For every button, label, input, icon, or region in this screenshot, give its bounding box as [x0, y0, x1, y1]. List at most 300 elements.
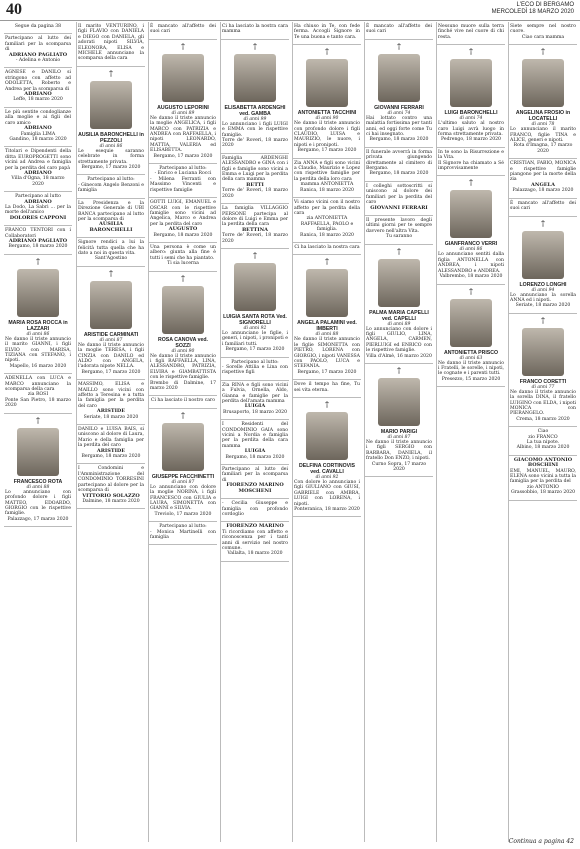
obituary-notice — [221, 465, 289, 499]
notice-text: Signore rendici a lui la felicità tutta quella che ha dato a noi in questa vita. — [78, 240, 144, 256]
notice-text: La famiglia VILLAGGIO PERSONE partecipa al dolore di Luigi e Emma per la perdita della cara — [222, 206, 288, 228]
notice-text: DANILO e LUISA BAIS, si uniscono al dolore di Laura, Mario e della famiglia per la perdita del caro — [78, 427, 144, 449]
notice-text: Leffe, 18 marzo 2020 — [13, 97, 63, 103]
obituary-notice — [4, 34, 72, 68]
obituary-notice — [221, 522, 289, 561]
cross-icon: † — [469, 47, 473, 57]
notice-text: Ti sia lucerna — [167, 261, 199, 267]
deceased-name: ELISABETTA ARDENGHI ved. GAMBA — [224, 104, 286, 117]
portrait-photo — [378, 54, 420, 102]
notice-text: Partecipano al lutto: — [87, 177, 135, 183]
obituary-notice — [293, 22, 361, 45]
notice-text: I Residenti del CONDOMINIO GAIA sono vicini a Nordia e famiglia per la perdita della cara mamma — [222, 422, 288, 449]
deceased-name: DELFINA CORTINOVIS ved. CAVALLI — [298, 463, 355, 475]
portrait-photo — [90, 81, 132, 129]
column-4 — [220, 22, 289, 842]
notice-text: - Enrico e Luciana Rocci — [154, 171, 212, 177]
notice-text: Nessuno muore sulla terra finché vive nel cuore di chi resta. — [438, 24, 504, 40]
deceased-name: GIANFRANCO VERRI — [444, 241, 498, 248]
notice-text: Dove il tempo ha fine, Tu sei vita eterna. — [294, 382, 360, 393]
notice-text: - Milena Ferranti con Massimo Vincenti e rispettive famiglie — [150, 176, 216, 193]
notice-text: Brembo di Dalmine, 17 marzo 2020 — [150, 380, 216, 391]
notice-text: Palazzago, 18 marzo 2020 — [512, 188, 574, 194]
obituary-notice — [509, 199, 577, 217]
cross-icon: † — [469, 178, 473, 188]
notice-text: Palazzago, 17 marzo 2020 — [7, 516, 69, 522]
notice-text: Il funerale avverrà in forma privata giungendo direttamente al cimitero di Bergamo. — [366, 149, 432, 172]
notice-text: Ciao — [537, 429, 549, 435]
deceased-name: FRANCESCO ROTA — [13, 478, 63, 485]
deceased-age: di anni 92 — [315, 475, 339, 480]
obituary-notice — [293, 243, 361, 255]
notice-text: Brusaporto, 18 marzo 2020 — [223, 409, 287, 415]
notice-text: zia ANTONIETTA — [306, 216, 348, 222]
notice-text: - Cecilia Giuseppe e famiglia con profondo cordoglio — [222, 501, 288, 517]
notice-text: Bergamo, 17 marzo 2020 — [81, 369, 141, 375]
notice-text: Bergamo, 17 marzo 2020 — [297, 148, 357, 154]
notice-name: ADRIANO PAGLIATO — [8, 51, 68, 58]
obituary-notice — [149, 164, 217, 198]
notice-text: Bergamo, 18 marzo 2020 — [225, 454, 285, 460]
obituary-notice — [4, 108, 72, 147]
notice-text: Ranica, 18 marzo 2020 — [300, 187, 354, 193]
deceased-age: di anni 78 — [531, 122, 555, 128]
deceased-age: di anni 88 — [26, 484, 50, 490]
deceased-name: AUGUSTO LEPORINI — [157, 104, 209, 111]
notice-text: I colleghi sottoscritti si uniscono al dolore dei familiari per la perdita del caro — [366, 183, 432, 206]
obituary-notice — [437, 45, 505, 148]
notice-text: Lo annunciano i figli LUIGI e EMMA con le rispettive famiglie. — [222, 121, 288, 138]
notice-text: Ne danno il triste annuncio con profondo dolore i figli CLAUDIO, LUISA e MAURIZIO, le nuore, i nipoti e i pronipoti. — [294, 121, 360, 148]
obituary-notice — [293, 398, 361, 517]
cross-icon: † — [541, 218, 545, 228]
notice-text: Gandino, 18 marzo 2020 — [9, 136, 67, 142]
notice-text: Ne danno il triste annuncio i Fratelli, le sorelle, i nipoti, le cognate e i parenti tutti. — [438, 360, 504, 377]
obituary-notice — [365, 182, 433, 216]
page-header — [0, 0, 580, 21]
notice-name: LUIGIA — [244, 448, 266, 455]
notice-text: CRISTIAN, FABIO, MONICA e rispettive famiglie piangono per la morte della zia — [510, 161, 576, 183]
notice-text: Famiglia ARDENGHI ALESSANDRO e GINA con i figli e famiglie sono vicini a Emma e Luigi per la perdita della cara mamma — [222, 155, 288, 183]
cross-icon: † — [36, 415, 40, 425]
portrait-photo — [162, 54, 204, 102]
deceased-name: PALMA MARIA CAPELLI ved. CAPELLI — [369, 309, 429, 322]
cross-icon: † — [469, 286, 473, 296]
notice-text: Ti ricordiamo con affetto e riconoscenza per i tanti anni di servizio nel nostro comune. — [222, 529, 288, 551]
notice-text: - Monica Martinelli con famiglia — [150, 529, 216, 541]
obituary-notice — [149, 22, 217, 40]
cross-icon: † — [397, 41, 401, 51]
portrait-photo — [378, 259, 420, 307]
notice-text: Villa d'Almè, 16 marzo 2020 — [366, 353, 432, 359]
obituary-notice — [437, 148, 505, 177]
portrait-photo — [450, 59, 492, 107]
notice-text: Valbrembo, 18 marzo 2020 — [439, 274, 503, 280]
obituary-notice — [509, 456, 577, 501]
notice-text: Lo annunciano con profondo dolore i figli MATTEO, EDOARDO, GIORGIO con le rispettive famiglie. — [5, 489, 71, 517]
obituary-notice — [4, 414, 72, 527]
notice-text: Bergamo, 18 marzo 2020 — [153, 232, 213, 238]
notice-text: Albino, 18 marzo 2020 — [516, 445, 570, 451]
notice-text: Il Signore ha chiamato a Sé improvvisamente — [438, 160, 504, 172]
notice-text: AGNESE e DANILO si stringono con affetto ad ODOLETTA, Roberto e Andrea per la scomparsa di — [5, 70, 71, 92]
notice-text: RAFFAELLA, PAOLO e famiglia. — [300, 221, 354, 233]
cross-icon: † — [181, 410, 185, 420]
obituary-notice — [149, 396, 217, 408]
portrait-photo — [162, 423, 204, 471]
notice-text: Zia RINA e figli sono vicini a Fulvia, Ornella, Aldo, Gianna e famiglie per la perdita dell'amata mamma — [222, 382, 288, 404]
notice-text: Partecipano al lutto: — [159, 524, 207, 530]
portrait-photo — [306, 59, 348, 107]
obituary-notice — [437, 285, 505, 388]
notice-text: Partecipano al lutto: — [159, 166, 207, 172]
obituary-notice — [365, 364, 433, 477]
deceased-name: AUSILIA BARONCHELLI in PEZZOLI — [78, 131, 144, 144]
obituary-notice — [293, 45, 361, 158]
deceased-age: di anni 87 — [99, 337, 123, 343]
page-number: 40 — [6, 1, 22, 18]
notice-text: Bergamo, 18 marzo 2020 — [8, 244, 68, 250]
obituary-notice — [77, 199, 145, 238]
notice-text: zio ANTONIO — [527, 484, 559, 490]
obituary-notice — [77, 425, 145, 464]
deceased-age: di anni 90 — [171, 348, 195, 354]
obituary-notice — [149, 522, 217, 545]
notice-name: ADRIANO — [24, 169, 52, 176]
deceased-name: ANGELINA FROSIO in LOCATELLI — [515, 110, 571, 123]
notice-name: GIACOMO ANTONIO BOSCHINI — [513, 456, 573, 469]
cross-icon: † — [541, 315, 545, 325]
cross-icon: † — [253, 250, 257, 260]
notice-text: Bergamo, 17 marzo 2020 — [297, 369, 357, 375]
deceased-name: ARISTIDE CARMINATI — [83, 331, 139, 338]
notice-name: ADRIANO — [24, 91, 52, 98]
portrait-photo — [306, 269, 348, 317]
obituary-notice — [4, 192, 72, 226]
notice-text: Mapello, 16 marzo 2020 — [9, 363, 67, 369]
deceased-name: ANTONIETTA PRISCO — [443, 349, 499, 356]
notice-name: ADRIANO — [24, 125, 52, 132]
obituary-notice — [149, 243, 217, 272]
notice-text: Il presente lavoro degli ultimi giorni per te sempre davvero nell'altra Vita. — [366, 217, 432, 234]
obituary-notice — [221, 381, 289, 420]
notice-text: L'ultimo saluto al nostro caro Luigi avrà luogo in forma strettamente privata. — [438, 121, 504, 138]
obituary-notice — [293, 255, 361, 380]
notice-text: Una persona è come un albero: giunta alla fine è tutti i semi che ha piantato. — [150, 244, 216, 261]
notice-text: In te sono la Risurrezione e la Vita. — [438, 149, 504, 161]
notice-text: Ci ha lasciato il nostro caro — [150, 398, 216, 404]
obituary-notice — [509, 45, 577, 159]
notice-name: FIORENZO MARINO MOSCHENI — [226, 482, 284, 494]
notice-text: Zia ANNA e figli sono vicini a Claudio, Maurizio e Lopez con rispettive famiglie per la perdita della loro cara — [294, 160, 360, 182]
continue-note: Continua a pagina 42 — [508, 838, 574, 845]
notice-name: BETTINA — [241, 226, 269, 233]
cross-icon: † — [325, 257, 329, 267]
notice-text: Il marito VENTURINO, i figli FLAVIO con DANIELA e DIEGO con DANIELA, gli adorati nipoti SILVIA, ELEONORA, ELISA e MICHELE annunciano la scomparsa della cara — [78, 24, 144, 62]
notice-text: Vallalta, 18 marzo 2020 — [227, 551, 283, 557]
notice-text: Bergamo, 18 marzo 2020 — [369, 171, 429, 177]
deceased-age: di anni 74 — [459, 116, 483, 122]
column-7 — [436, 22, 505, 842]
obituary-notice — [437, 22, 505, 45]
notice-text: Partecipano al lutto dei familiari per la scomparsa di — [222, 467, 288, 483]
obituary-notice — [77, 67, 145, 176]
notice-text: La Dodo, La Sabri ... per la morte dell'amico — [5, 204, 71, 216]
notice-text: Titolari e Dipendenti della ditta EUROPROGETTI sono vicini ad Andrea e famiglia per la perdita del caro papà — [5, 149, 71, 171]
cross-icon: † — [541, 47, 545, 57]
deceased-age: di anni 87 — [387, 434, 411, 440]
notice-text: Torre de' Roveri, 18 marzo 2020 — [222, 138, 288, 149]
obituary-notice — [365, 40, 433, 148]
notice-name: BETTI — [246, 181, 264, 188]
obituary-notice — [509, 159, 577, 198]
notice-text: Sant'Agostino — [94, 256, 128, 262]
obituary-notice — [4, 147, 72, 192]
cross-icon: † — [397, 246, 401, 256]
deceased-name: ANGELA PALAMINI ved. IMBERTI — [297, 320, 357, 333]
notice-name: ADRIANO PAGLIATO — [8, 238, 68, 244]
portrait-photo — [450, 299, 492, 347]
obituary-notice — [437, 176, 505, 284]
notice-name: ADRIANO — [24, 198, 52, 205]
notice-text: Ne danno il triste annuncio i figli SERGIO con BARBARA, DANIELA, il fratello Don ENZO, i nipoti. — [366, 439, 432, 462]
obituary-notice — [4, 22, 72, 34]
paper-masthead — [492, 2, 574, 16]
notice-text: Partecipano al lutto: — [231, 359, 279, 365]
deceased-age: di anni 94 — [531, 287, 555, 293]
column-2 — [76, 22, 145, 842]
obituary-notice — [293, 159, 361, 198]
notice-text: Vi siamo vicini con il nostro affetto per la perdita della cara — [294, 200, 360, 216]
deceased-age: di anni 92 — [243, 325, 267, 331]
notice-text: Lo annunciano il marito FRANCO, figlie TINA e ALICE, generi e nipoti. — [510, 127, 576, 144]
notice-text: Bergamo, 18 marzo 2020 — [369, 137, 429, 143]
notice-text: Ponteranica, 18 marzo 2020 — [294, 507, 360, 513]
cross-icon: † — [181, 273, 185, 283]
obituary-notice — [77, 238, 145, 267]
cross-icon: † — [325, 400, 329, 409]
obituary-notice — [509, 427, 577, 456]
deceased-age: di anni 89 — [387, 321, 411, 327]
notice-name: ANGELA — [531, 181, 555, 188]
notice-text: Bergamo, 17 marzo 2020 — [225, 347, 285, 353]
notice-text: Lo annunciano con dolore la moglie NORINA, i figli FRANCESCO con GIULIA e LAURA, SIMONETTA con GIANNI e SILVIA. — [150, 484, 216, 512]
obituary-notice — [4, 255, 72, 374]
notice-text: Pedrengo, 18 marzo 2020 — [441, 137, 501, 143]
obituary-notice — [509, 314, 577, 427]
deceased-name: GIUSEPPE FACCHINETTI — [151, 473, 215, 480]
deceased-name: ROSA CANOVA ved. SOZZI — [158, 336, 208, 349]
portrait-photo — [450, 190, 492, 238]
notice-text: ADENELLA con LUCA e MARCO annunciano la scomparsa della cara — [5, 376, 71, 393]
notice-text: Seriate, 18 marzo 2020 — [515, 303, 571, 309]
notice-name: ARISTIDE — [96, 447, 126, 454]
deceased-name: LUIGIA SANTA ROTA Ved. SIGNORELLI — [223, 313, 287, 326]
notice-text: Treviolo, 17 marzo 2020 — [154, 511, 212, 517]
notice-text: Ne danno il triste annuncio le figlie SIMONETTA con PIETRO, LORENA con GIORGIO, i nipoti VANESSA con PAOLO, LUCA e STEFANIA. — [294, 337, 360, 370]
notice-text: Ci ha lasciato la nostra cara mamma — [222, 24, 288, 35]
notice-text: Ci ha lasciato la nostra cara — [294, 244, 360, 250]
notice-name: DOLORES CAPPONI — [9, 214, 67, 221]
obituary-notice — [149, 40, 217, 164]
obituary-notice — [149, 198, 217, 243]
obituary-notice — [293, 380, 361, 398]
obituary-notice — [221, 154, 289, 204]
notice-text: Le più sentite condoglianze alla moglie e ai figli del caro amico — [5, 109, 71, 126]
portrait-photo — [234, 54, 276, 102]
notice-text: Crema, 18 marzo 2020 — [516, 416, 570, 422]
cross-icon: † — [397, 365, 401, 375]
cross-icon: † — [181, 41, 185, 51]
notice-text: Ne danno il triste annuncio la moglie TERESA, i figli CINZIA con DANILO ed ALDO con ANGELA, l'adorata nipote NELLA. — [78, 342, 144, 370]
obituary-notice — [221, 204, 289, 249]
notice-text: Bergamo, 17 marzo 2020 — [81, 165, 141, 171]
notice-text: Presezzo, 15 marzo 2020 — [441, 376, 501, 382]
deceased-age: di anni 88 — [315, 332, 339, 338]
obituary-notice — [221, 22, 289, 40]
obituary-notice — [4, 68, 72, 107]
notice-name: AUGUSTO — [168, 226, 198, 233]
cross-icon: † — [109, 68, 113, 78]
deceased-age: di anni 86 — [459, 247, 483, 253]
obituary-notice — [365, 245, 433, 364]
notice-text: GOTTI LUIGI, EMANUEL e OSCAR con le rispettive famiglie sono vicini ad Angelica, Marco e Andrea per la perdita del caro — [150, 200, 216, 227]
deceased-age: di anni 63 — [459, 355, 483, 361]
deceased-name: GIOVANNI FERRARI — [374, 104, 424, 111]
notice-text: - Sorelle Attilia e Lina con rispettive figli — [222, 364, 288, 376]
notice-name: AUSILIA BARONCHELLI — [89, 221, 133, 233]
obituary-notice — [77, 464, 145, 509]
notice-text: Ne danno il triste annuncio la sorella DINA, il fratello LUIGINO con ELDA, i nipoti MONICA con PIERANGELO. — [510, 389, 576, 417]
deceased-age: di anni 99 — [243, 116, 267, 122]
notice-text: È mancato all'affetto dei suoi cari — [510, 200, 576, 212]
notice-name: ARISTIDE — [96, 408, 126, 415]
notice-text: FRANCO TENTORI con i Collaboratori — [5, 228, 71, 239]
notice-text: Bergamo, 18 marzo 2020 — [81, 454, 141, 460]
deceased-name: LUIGI BARONCHELLI — [444, 110, 498, 117]
notice-text: È mancato all'affetto dei suoi cari — [366, 24, 432, 35]
notice-text: MASSIMO, ELISA e MAILLO sono vicini con affetto a Teresina e a tutta la famiglia per la perdita del caro — [78, 382, 144, 409]
notice-name: FIORENZO MARINO — [226, 523, 284, 530]
notice-text: Curno Sopra, 17 marzo 2020 — [371, 461, 427, 472]
notice-text: Torre de' Roveri, 18 marzo 2020 — [222, 233, 288, 244]
obituary-notice — [509, 217, 577, 314]
notice-text: Con dolore lo annunciano i figli GIULIANO con GIUSI, GABRIELE con AMBRA, LUIGI con LORENA, i nipoti. — [294, 480, 360, 507]
column-8 — [508, 22, 577, 842]
notice-text: Siete sempre nel nostro cuore. — [510, 24, 576, 35]
cross-icon: † — [36, 256, 40, 266]
cross-icon: † — [325, 47, 329, 57]
obituary-notice — [149, 272, 217, 397]
notice-text: Seriate, 18 marzo 2020 — [83, 414, 139, 420]
portrait-photo — [522, 59, 564, 107]
notice-text: Famiglia LIMA — [20, 131, 56, 137]
obituary-notice — [221, 499, 289, 522]
obituary-notice — [221, 358, 289, 381]
notice-text: Ha chiuso in Te, con fede ferma. Accogli Signore in Te una buona e tanto cara. — [294, 24, 360, 40]
notice-text: La Presidenza e la Direzione Generale di UBI BANCA partecipano al lutto per la scomparsa di — [78, 200, 144, 222]
notice-name: LUIGIA — [244, 403, 266, 410]
deceased-name: FRANCO CORETTI — [519, 378, 567, 385]
obituary-notice — [221, 420, 289, 465]
obituary-notice — [221, 249, 289, 358]
column-1 — [4, 22, 72, 842]
deceased-name: MARIA ROSA ROCCA in LAZZARI — [8, 319, 68, 332]
deceased-age: di anni 77 — [531, 384, 555, 390]
portrait-photo — [17, 269, 59, 317]
portrait-photo — [90, 281, 132, 329]
notice-text: Ne danno il triste annuncio i figli RAFFAELLA, LINA, ALESSANDRO, PATRIZIA, ELVIRA e GIAMBATTISTA con le rispettive famiglie. — [150, 353, 216, 381]
notice-text: Tu saranno — [385, 234, 413, 240]
notice-text: Lo annunciano le figlie, i generi, i nipoti, i pronipoti e i familiari tutti. — [222, 330, 288, 347]
obituary-notice — [365, 148, 433, 182]
notice-text: I Condomini e l'Amministrazione del CONDOMINIO TORRESINI partecipano al dolore per la scomparsa di — [78, 466, 144, 494]
notice-text: Rota d'Imagna, 17 marzo 2020 — [513, 143, 573, 154]
notice-text: Lo annunciano sentiti dalla figlia ANTONELLA con ANDREA, i nipoti ALESSANDRO e ANDREA. — [438, 252, 504, 274]
portrait-photo — [234, 263, 276, 311]
deceased-age: di anni 87 — [171, 479, 195, 485]
notice-text: - Ginecom Angelo Benzoni e famiglia — [78, 182, 144, 194]
notice-text: Grassobbio, 18 marzo 2020 — [510, 490, 576, 496]
portrait-photo — [378, 378, 420, 426]
issue-date: MERCOLEDÌ 18 MARZO 2020 — [491, 9, 574, 15]
notice-text: Ponte San Pietro, 18 marzo 2020 — [5, 397, 71, 409]
notice-text: Dalmine, 18 marzo 2020 — [82, 498, 140, 504]
deceased-age: di anni 90 — [315, 116, 339, 122]
portrait-photo — [522, 231, 564, 279]
obituary-notice — [509, 22, 577, 45]
portrait-photo — [17, 428, 59, 476]
column-6 — [364, 22, 433, 842]
notice-text: Partecipano al lutto — [15, 194, 61, 200]
notice-text: La tua nipote. — [526, 439, 560, 445]
notice-text: Ne danno il triste annuncio la moglie ANGELICA, i figli MARCO con PATRIZIA e ANDREA con RAFFAELLA, i nipoti LEONARDO, MATTIA, VALERIA ed ELISABETTA. — [150, 115, 216, 154]
notice-text: Le esequie saranno celebrate in forma strettamente privata. — [78, 148, 144, 165]
obituary-notice — [149, 409, 217, 522]
obituary-notice — [77, 22, 145, 67]
deceased-name: LORENZO LONGHI — [519, 281, 567, 288]
column-5 — [292, 22, 361, 842]
notice-name: VITTORIO SOLAZZO — [82, 492, 140, 499]
paper-name: L'ECO DI BERGAMO — [516, 2, 574, 8]
obituary-notice — [365, 22, 433, 40]
notice-text: Segue da pagina 38 — [14, 24, 62, 29]
notice-text: Lo annunciano la sorella ANNA ed i nipoti. — [510, 292, 576, 303]
notice-text: Torre de' Roveri, 18 marzo 2020 — [222, 188, 288, 199]
deceased-name: MARIO PARIGI — [380, 428, 418, 435]
notice-text: zia ROSI — [27, 392, 49, 398]
notice-text: EMI, MANUEL, MAURO, ELENA sono vicini a tutta la famiglia per la perdita del — [510, 468, 576, 485]
notice-text: mamma ANTONIETTA — [300, 182, 354, 188]
obituary-notice — [4, 226, 72, 255]
notice-text: Bergamo, 17 marzo 2020 — [153, 153, 213, 159]
obituary-notice — [77, 175, 145, 198]
cross-icon: † — [109, 268, 113, 278]
deceased-age: di anni 86 — [26, 331, 50, 337]
portrait-photo — [306, 412, 348, 460]
notice-text: Ciao cara mamma — [521, 34, 565, 40]
portrait-photo — [522, 328, 564, 376]
obituary-notice — [77, 380, 145, 425]
deceased-age: di anni 74 — [387, 110, 411, 116]
notice-text: Lo annunciano con dolore i figli GIULIO, LINA, ANGELA, CARMEN, PIERLUIGI ed ENRICO con le rispettive famiglie. — [366, 326, 432, 354]
notice-text: Villa d'Ogna, 18 marzo 2020 — [11, 176, 65, 187]
obituary-notice — [77, 267, 145, 380]
obituary-notice — [365, 216, 433, 245]
column-3 — [148, 22, 217, 842]
cross-icon: † — [253, 41, 257, 51]
notice-text: Hai lottato contro una malattia fortissima per tanti anni, ed oggi forte come Tu ci hai insegnato. — [366, 115, 432, 138]
